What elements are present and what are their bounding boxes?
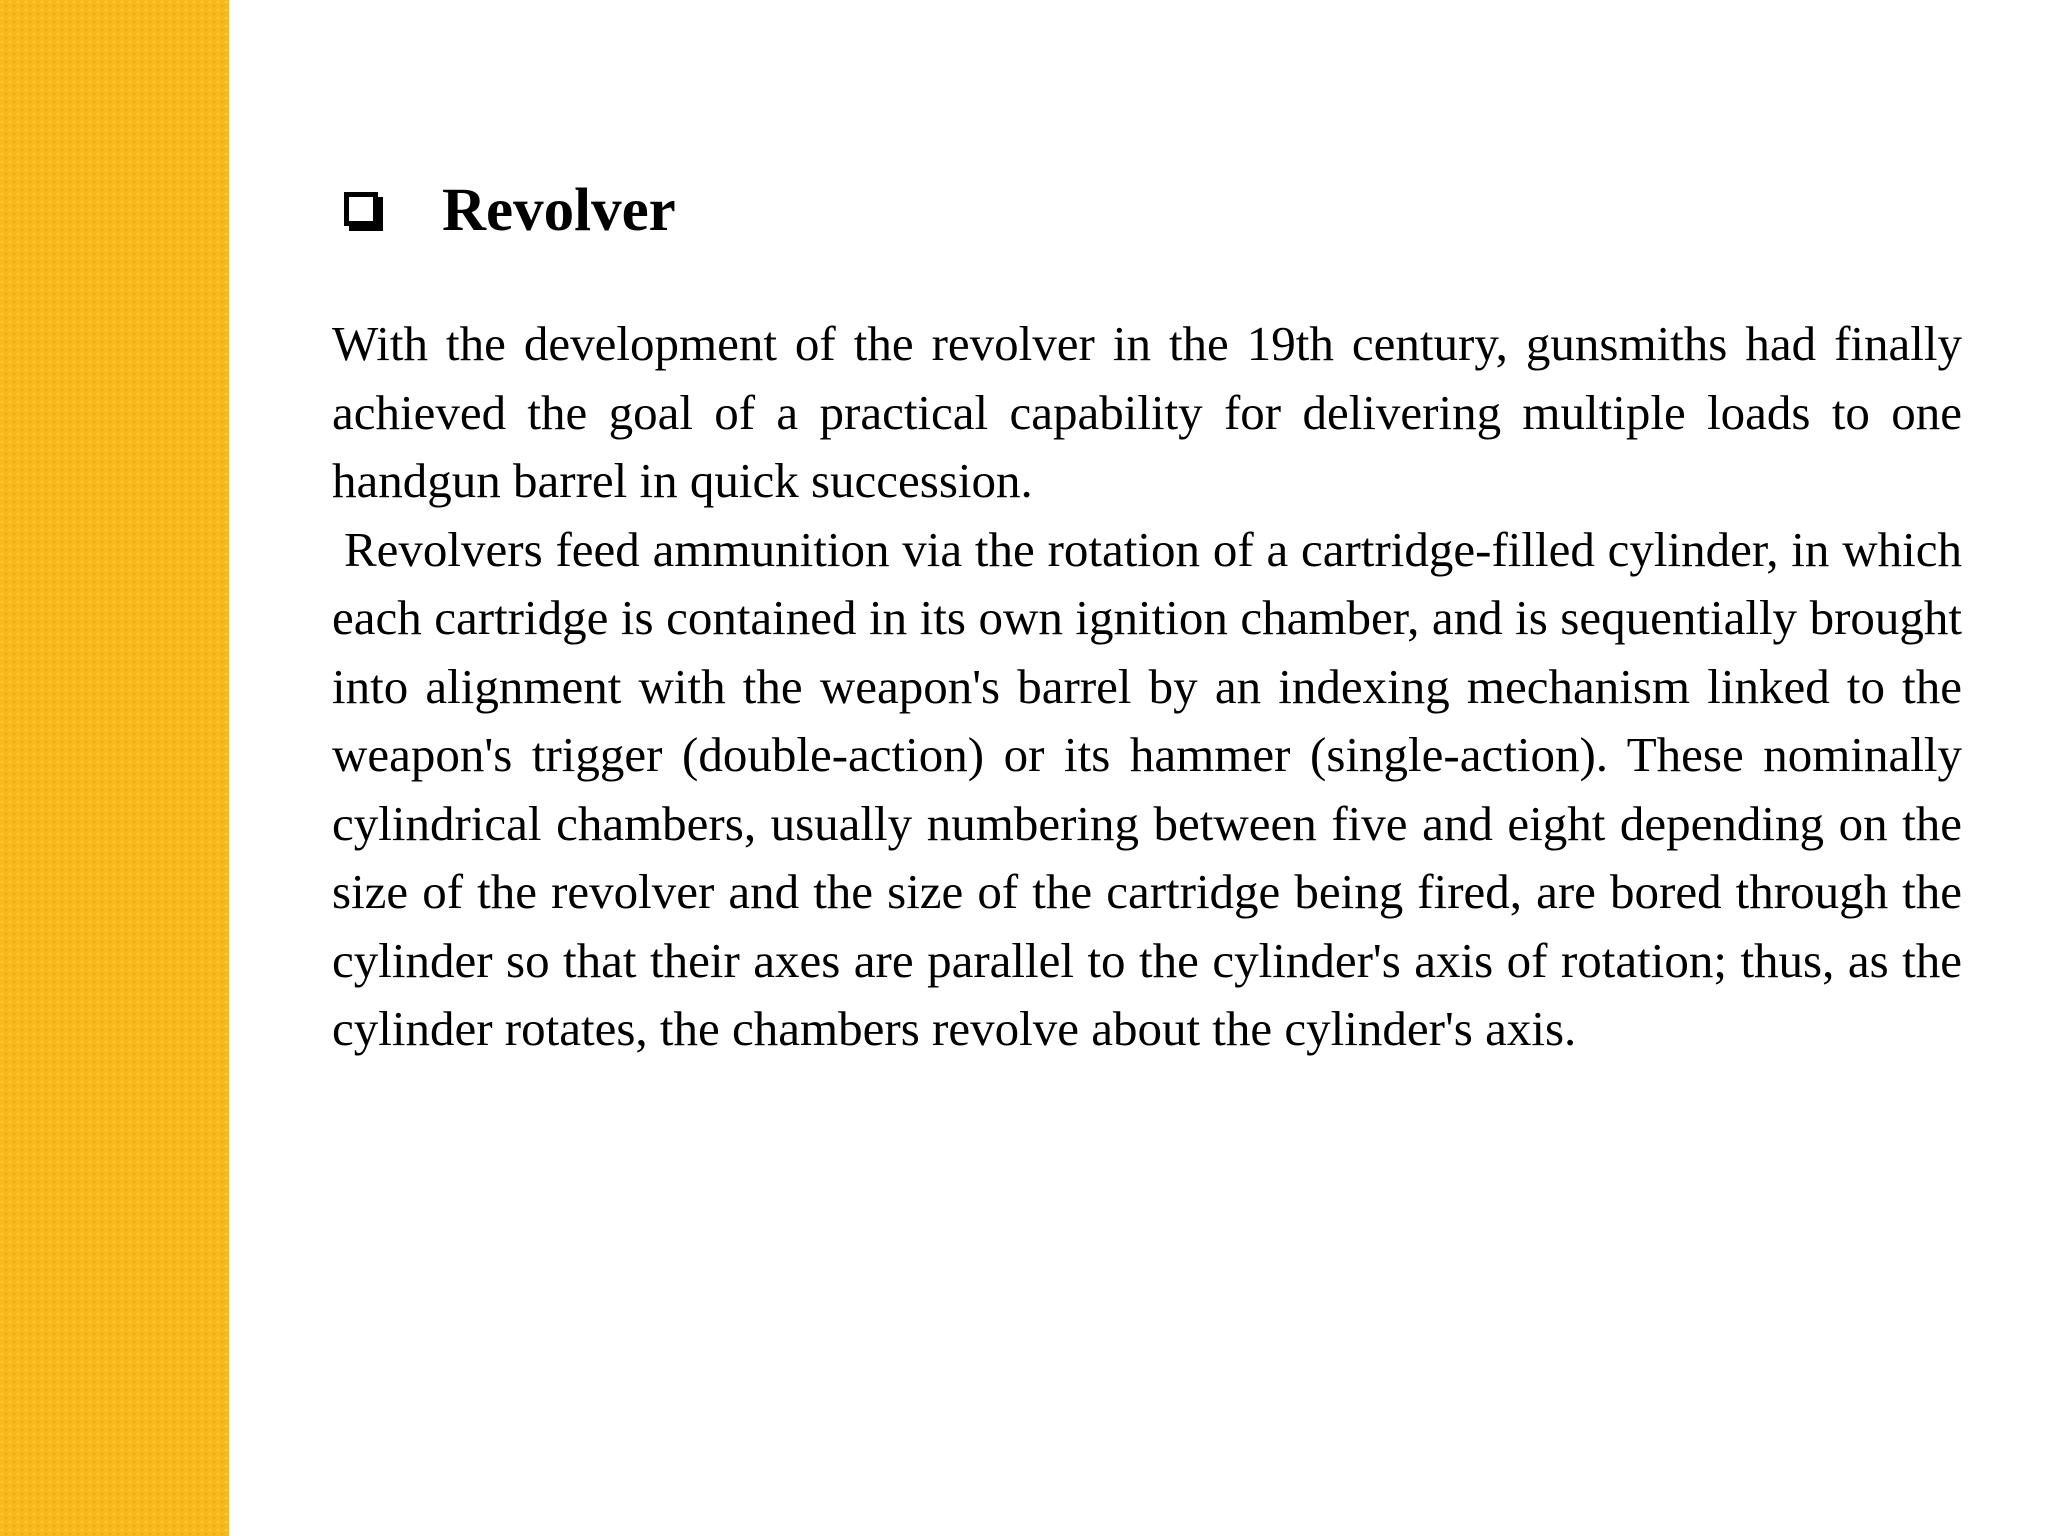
heading-title: Revolver <box>442 176 676 244</box>
paragraph-1: With the development of the revolver in the 19th century, gunsmiths had finally achieved the goal of a practical capability for delivering multiple loads to one handgun barrel in quick succession. <box>332 316 1962 508</box>
body-text <box>332 310 1962 1064</box>
accent-side-band <box>0 0 229 1536</box>
slide-heading <box>332 165 1962 255</box>
slide-content <box>332 165 1962 1064</box>
paragraph-2: Revolvers feed ammunition via the rotation of a cartridge-filled cylinder, in which each cartridge is contained in its own ignition chamber, and is sequentially brought into alignment with the weapon's barrel by an indexing mechanism linked to the weapon's trigger (double-action) or its hammer (single-action). These nominally cylindrical chambers, usually numbering between five and eight depending on the size of the revolver and the size of the cartridge being fired, are bored through the cylinder so that their axes are parallel to the cylinder's axis of rotation; thus, as the cylinder rotates, the chambers revolve about the cylinder's axis. <box>332 521 1962 1056</box>
checkbox-icon-shadow-bottom <box>349 226 383 231</box>
checkbox-icon-box <box>344 192 378 226</box>
checkbox-icon <box>344 192 380 228</box>
